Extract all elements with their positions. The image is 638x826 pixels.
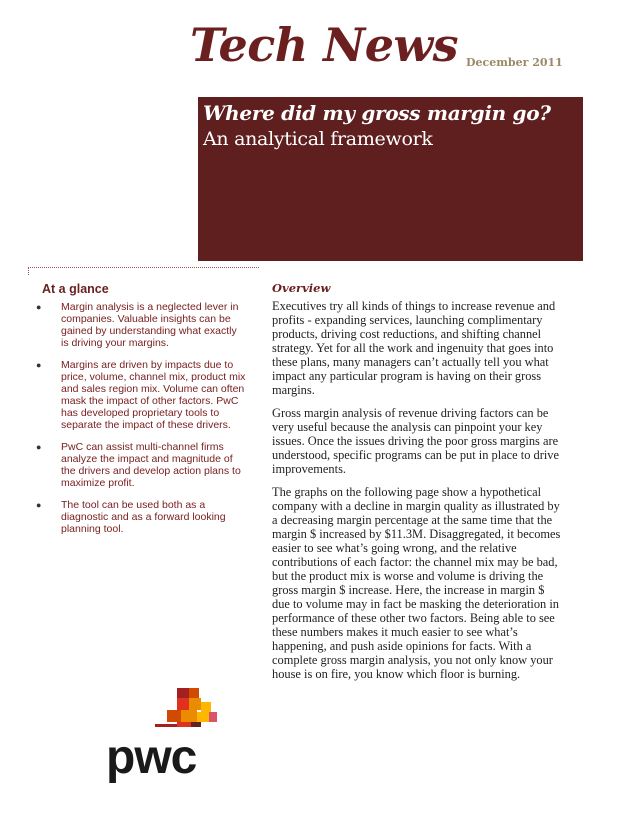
overview-paragraph: Executives try all kinds of things to increase revenue and profits - expanding services, launching complimentary products, driving cost reductions, and shifting channel strategy. Yet for all the work and ingenuity that goes into these plans, many managers can’t actually tell you what impact any particular program is having on their gross margins. xyxy=(272,299,556,397)
list-item xyxy=(34,359,246,431)
pwc-logo-text: pwc xyxy=(106,731,197,784)
logo-block xyxy=(191,722,201,727)
logo-block xyxy=(181,710,197,722)
overview-heading: Overview xyxy=(272,281,331,295)
list-item-text: The tool can be used both as a diagnostic and as a forward looking planning tool. xyxy=(61,499,226,535)
list-item xyxy=(34,301,246,349)
list-item xyxy=(34,499,246,535)
pwc-logo-mark xyxy=(155,688,217,733)
sidebar-divider xyxy=(28,267,259,268)
logo-block xyxy=(177,688,189,698)
overview-paragraph: The graphs on the following page show a hypothetical company with a decline in margin quality as illustrated by a decreasing margin percentage at the same time that the margin $ increased by $11.3M. Disaggregated, it becomes easier to see what’s going wrong, and the relative contributions of each factor: the channel mix may be bad, but the product mix is worse and volume is driving the gross margin $ increase. Here, the increase in margin $ due to volume may in fact be masking the deterioration in performance of these other two factors. Being able to see these numbers makes it much easier to see what’s happening, and push aside opinions for facts. With a complete gross margin analysis, you not only know your house is on fire, you know which floor is burning. xyxy=(272,485,561,681)
sidebar-divider-tick xyxy=(28,267,29,275)
bullet-icon: ● xyxy=(36,442,42,452)
logo-block xyxy=(189,698,201,710)
list-item-text: PwC can assist multi-channel firms analyze the impact and magnitude of the drivers and develop action plans to maximize profit. xyxy=(61,441,241,489)
sidebar-bullet-list xyxy=(34,301,246,545)
logo-block xyxy=(177,722,191,727)
list-item-text: Margins are driven by impacts due to price, volume, channel mix, product mix and sales region mix. Volume can often mask the impact of other factors. PwC has developed proprietary tools to separate the impact of these drivers. xyxy=(61,359,246,431)
list-item xyxy=(34,441,246,489)
overview-body xyxy=(272,299,562,690)
newsletter-title: Tech News xyxy=(190,18,458,72)
sidebar-heading: At a glance xyxy=(42,282,109,296)
logo-block xyxy=(197,712,209,722)
overview-paragraph: Gross margin analysis of revenue driving factors can be very useful because the analysis can pinpoint your key issues. Once the issues driving the poor gross margins are understood, specific programs can be put in place to drive improvements. xyxy=(272,406,559,476)
issue-date: December 2011 xyxy=(466,56,563,69)
bullet-icon: ● xyxy=(36,302,42,312)
bullet-icon: ● xyxy=(36,360,42,370)
logo-block xyxy=(155,724,177,727)
list-item-text: Margin analysis is a neglected lever in companies. Valuable insights can be gained by understanding what exactly is driving your margins. xyxy=(61,301,239,349)
logo-block xyxy=(177,698,189,710)
logo-block xyxy=(201,702,211,712)
bullet-icon: ● xyxy=(36,500,42,510)
article-title: Where did my gross margin go? xyxy=(203,101,551,125)
logo-block xyxy=(189,688,199,698)
logo-block xyxy=(167,710,181,722)
article-subtitle: An analytical framework xyxy=(203,128,433,150)
logo-block xyxy=(209,712,217,722)
